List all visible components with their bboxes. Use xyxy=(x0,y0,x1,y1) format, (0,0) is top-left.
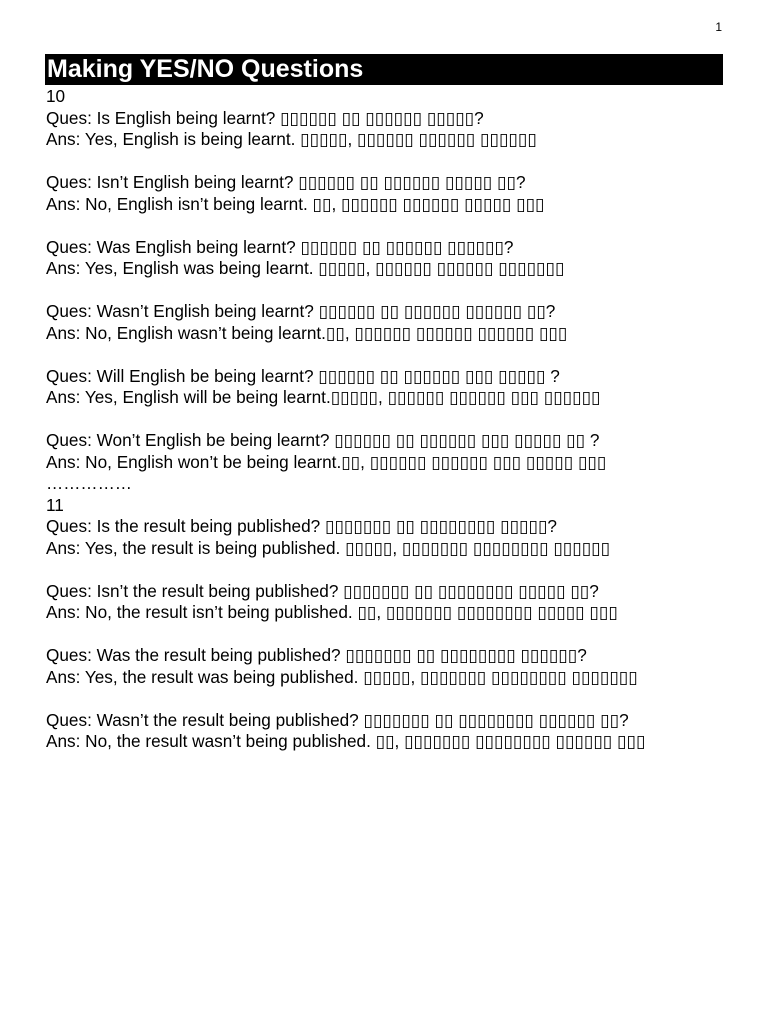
section-separator: …………… xyxy=(46,473,132,493)
page-title: Making YES/NO Questions xyxy=(45,54,723,85)
question-text: Ques: Is English being learnt? ▯▯▯▯▯▯ ▯▯ ▯▯▯▯▯▯ ▯▯▯▯▯? xyxy=(46,107,484,128)
qa-pair xyxy=(46,581,726,624)
qa-pair xyxy=(46,710,726,753)
answer-text: Ans: Yes, English will be being learnt.▯▯▯▯▯, ▯▯▯▯▯▯ ▯▯▯▯▯▯ ▯▯▯ ▯▯▯▯▯▯ xyxy=(46,387,601,407)
page-number: 1 xyxy=(715,20,722,34)
question-text: Ques: Isn’t English being learnt? ▯▯▯▯▯▯ ▯▯ ▯▯▯▯▯▯ ▯▯▯▯▯ ▯▯? xyxy=(46,172,526,192)
qa-pair xyxy=(46,366,726,409)
answer-text: Ans: No, the result wasn’t being published. ▯▯, ▯▯▯▯▯▯▯ ▯▯▯▯▯▯▯▯ ▯▯▯▯▯▯ ▯▯▯ xyxy=(46,731,646,751)
answer-text: Ans: Yes, English is being learnt. ▯▯▯▯▯, ▯▯▯▯▯▯ ▯▯▯▯▯▯ ▯▯▯▯▯▯ xyxy=(46,129,537,149)
answer-text: Ans: No, English won’t be being learnt.▯▯, ▯▯▯▯▯▯ ▯▯▯▯▯▯ ▯▯▯ ▯▯▯▯▯ ▯▯▯ xyxy=(46,451,607,472)
section-10 xyxy=(46,86,726,495)
qa-pair xyxy=(46,645,726,688)
qa-pair xyxy=(46,108,726,151)
question-text: Ques: Was English being learnt? ▯▯▯▯▯▯ ▯▯ ▯▯▯▯▯▯ ▯▯▯▯▯▯? xyxy=(46,236,514,257)
qa-pair xyxy=(46,430,726,473)
question-text: Ques: Isn’t the result being published? ▯▯▯▯▯▯▯ ▯▯ ▯▯▯▯▯▯▯▯ ▯▯▯▯▯ ▯▯? xyxy=(46,580,599,601)
question-text: Ques: Was the result being published? ▯▯▯▯▯▯▯ ▯▯ ▯▯▯▯▯▯▯▯ ▯▯▯▯▯▯? xyxy=(46,645,587,665)
qa-pair xyxy=(46,301,726,344)
answer-text: Ans: No, English isn’t being learnt. ▯▯, ▯▯▯▯▯▯ ▯▯▯▯▯▯ ▯▯▯▯▯ ▯▯▯ xyxy=(46,193,545,214)
question-text: Ques: Wasn’t the result being published? ▯▯▯▯▯▯▯ ▯▯ ▯▯▯▯▯▯▯▯ ▯▯▯▯▯▯ ▯▯? xyxy=(46,709,629,730)
question-text: Ques: Won’t English be being learnt? ▯▯▯▯▯▯ ▯▯ ▯▯▯▯▯▯ ▯▯▯ ▯▯▯▯▯ ▯▯ ? xyxy=(46,430,600,450)
section-11 xyxy=(46,495,726,753)
section-number: 11 xyxy=(46,494,64,515)
qa-pair xyxy=(46,516,726,559)
answer-text: Ans: No, English wasn’t being learnt.▯▯, ▯▯▯▯▯▯ ▯▯▯▯▯▯ ▯▯▯▯▯▯ ▯▯▯ xyxy=(46,322,568,343)
section-number: 10 xyxy=(46,86,66,106)
qa-pair xyxy=(46,237,726,280)
answer-text: Ans: No, the result isn’t being published. ▯▯, ▯▯▯▯▯▯▯ ▯▯▯▯▯▯▯▯ ▯▯▯▯▯ ▯▯▯ xyxy=(46,602,618,622)
document-body xyxy=(46,86,726,753)
qa-pair xyxy=(46,172,726,215)
answer-text: Ans: Yes, the result is being published. ▯▯▯▯▯, ▯▯▯▯▯▯▯ ▯▯▯▯▯▯▯▯ ▯▯▯▯▯▯ xyxy=(46,537,611,558)
question-text: Ques: Is the result being published? ▯▯▯▯▯▯▯ ▯▯ ▯▯▯▯▯▯▯▯ ▯▯▯▯▯? xyxy=(46,516,557,536)
question-text: Ques: Wasn’t English being learnt? ▯▯▯▯▯▯ ▯▯ ▯▯▯▯▯▯ ▯▯▯▯▯▯ ▯▯? xyxy=(46,301,556,321)
question-text: Ques: Will English be being learnt? ▯▯▯▯▯▯ ▯▯ ▯▯▯▯▯▯ ▯▯▯ ▯▯▯▯▯ ? xyxy=(46,365,560,386)
answer-text: Ans: Yes, English was being learnt. ▯▯▯▯▯, ▯▯▯▯▯▯ ▯▯▯▯▯▯ ▯▯▯▯▯▯▯ xyxy=(46,258,565,278)
answer-text: Ans: Yes, the result was being published. ▯▯▯▯▯, ▯▯▯▯▯▯▯ ▯▯▯▯▯▯▯▯ ▯▯▯▯▯▯▯ xyxy=(46,666,638,687)
